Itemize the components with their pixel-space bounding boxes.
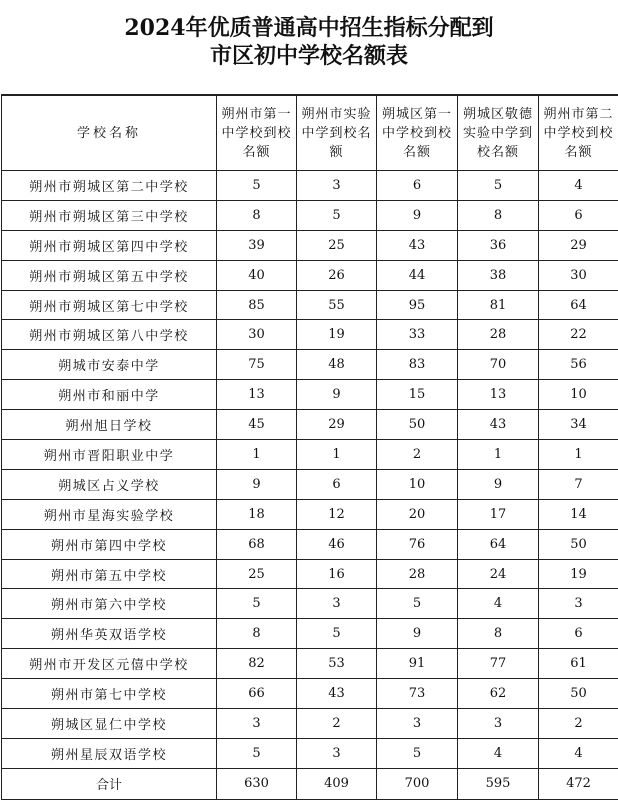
table-row — [2, 410, 618, 440]
quota-cell: 9 — [297, 380, 377, 410]
quota-cell: 3 — [458, 709, 539, 739]
quota-cell: 29 — [539, 230, 618, 260]
table-row — [2, 559, 618, 589]
column-header-school-name: 学校名称 — [2, 95, 217, 171]
quota-cell: 19 — [297, 320, 377, 350]
table-row — [2, 350, 618, 380]
table-row — [2, 320, 618, 350]
quota-cell: 16 — [297, 559, 377, 589]
column-header-quota-5: 朔州市第二中学校到校名额 — [539, 95, 618, 171]
quota-cell: 43 — [377, 230, 458, 260]
table-row — [2, 589, 618, 619]
school-name-cell: 朔城市安泰中学 — [2, 350, 217, 380]
table-row — [2, 200, 618, 230]
quota-cell: 28 — [458, 320, 539, 350]
quota-cell: 30 — [539, 260, 618, 290]
quota-cell: 3 — [297, 738, 377, 768]
quota-cell: 8 — [217, 200, 297, 230]
quota-cell: 14 — [539, 499, 618, 529]
quota-cell: 75 — [217, 350, 297, 380]
quota-cell: 4 — [458, 589, 539, 619]
quota-cell: 22 — [539, 320, 618, 350]
quota-cell: 20 — [377, 499, 458, 529]
quota-cell: 50 — [377, 410, 458, 440]
quota-cell: 83 — [377, 350, 458, 380]
quota-cell: 5 — [458, 171, 539, 201]
quota-cell: 15 — [377, 380, 458, 410]
page-title — [0, 14, 618, 70]
table-row — [2, 260, 618, 290]
table-row — [2, 529, 618, 559]
school-name-cell: 朔州旭日学校 — [2, 410, 217, 440]
quota-cell: 70 — [458, 350, 539, 380]
quota-cell: 76 — [377, 529, 458, 559]
table-row — [2, 440, 618, 470]
school-name-cell: 朔州市晋阳职业中学 — [2, 440, 217, 470]
column-header-quota-2: 朔州市实验中学到校名额 — [297, 95, 377, 171]
quota-cell: 55 — [297, 290, 377, 320]
title-line-1: 2024年优质普通高中招生指标分配到 — [0, 14, 618, 42]
total-value-cell: 630 — [217, 768, 297, 799]
table-row — [2, 290, 618, 320]
quota-cell: 50 — [539, 529, 618, 559]
quota-cell: 95 — [377, 290, 458, 320]
school-name-cell: 朔州市第五中学校 — [2, 559, 217, 589]
quota-cell: 8 — [458, 200, 539, 230]
quota-cell: 9 — [377, 619, 458, 649]
quota-cell: 3 — [297, 171, 377, 201]
quota-cell: 30 — [217, 320, 297, 350]
quota-cell: 34 — [539, 410, 618, 440]
quota-cell: 3 — [377, 709, 458, 739]
quota-cell: 50 — [539, 679, 618, 709]
total-value-cell: 472 — [539, 768, 618, 799]
quota-cell: 2 — [377, 440, 458, 470]
quota-cell: 10 — [539, 380, 618, 410]
quota-cell: 10 — [377, 469, 458, 499]
quota-cell: 2 — [539, 709, 618, 739]
school-name-cell: 朔州市第七中学校 — [2, 679, 217, 709]
quota-cell: 1 — [217, 440, 297, 470]
table-row — [2, 649, 618, 679]
quota-cell: 62 — [458, 679, 539, 709]
quota-cell: 26 — [297, 260, 377, 290]
table-row — [2, 738, 618, 768]
quota-cell: 4 — [539, 738, 618, 768]
quota-cell: 85 — [217, 290, 297, 320]
quota-cell: 56 — [539, 350, 618, 380]
school-name-cell: 朔州市开发区元僖中学校 — [2, 649, 217, 679]
quota-cell: 1 — [297, 440, 377, 470]
quota-cell: 8 — [217, 619, 297, 649]
table-row — [2, 499, 618, 529]
school-name-cell: 朔州市星海实验学校 — [2, 499, 217, 529]
quota-cell: 1 — [539, 440, 618, 470]
table-row — [2, 679, 618, 709]
quota-table — [1, 94, 618, 800]
school-name-cell: 朔州市和丽中学 — [2, 380, 217, 410]
quota-cell: 5 — [217, 171, 297, 201]
quota-cell: 13 — [217, 380, 297, 410]
quota-cell: 4 — [539, 171, 618, 201]
quota-cell: 5 — [217, 589, 297, 619]
total-value-cell: 409 — [297, 768, 377, 799]
school-name-cell: 朔州市朔城区第三中学校 — [2, 200, 217, 230]
quota-cell: 66 — [217, 679, 297, 709]
title-line-2: 市区初中学校名额表 — [0, 42, 618, 70]
quota-cell: 43 — [458, 410, 539, 440]
quota-cell: 9 — [377, 200, 458, 230]
column-header-quota-4: 朔城区敬德实验中学到校名额 — [458, 95, 539, 171]
quota-cell: 68 — [217, 529, 297, 559]
school-name-cell: 朔州市朔城区第七中学校 — [2, 290, 217, 320]
quota-cell: 77 — [458, 649, 539, 679]
quota-cell: 7 — [539, 469, 618, 499]
quota-cell: 25 — [217, 559, 297, 589]
quota-cell: 6 — [377, 171, 458, 201]
quota-cell: 46 — [297, 529, 377, 559]
quota-cell: 73 — [377, 679, 458, 709]
school-name-cell: 朔州市朔城区第五中学校 — [2, 260, 217, 290]
quota-cell: 91 — [377, 649, 458, 679]
quota-cell: 2 — [297, 709, 377, 739]
table-body — [2, 171, 618, 800]
total-value-cell: 700 — [377, 768, 458, 799]
quota-cell: 36 — [458, 230, 539, 260]
quota-cell: 33 — [377, 320, 458, 350]
school-name-cell: 朔城区显仁中学校 — [2, 709, 217, 739]
quota-cell: 17 — [458, 499, 539, 529]
quota-cell: 48 — [297, 350, 377, 380]
quota-cell: 13 — [458, 380, 539, 410]
quota-cell: 5 — [297, 200, 377, 230]
quota-cell: 64 — [458, 529, 539, 559]
quota-cell: 24 — [458, 559, 539, 589]
quota-cell: 82 — [217, 649, 297, 679]
quota-cell: 81 — [458, 290, 539, 320]
quota-cell: 18 — [217, 499, 297, 529]
table-row — [2, 619, 618, 649]
quota-cell: 45 — [217, 410, 297, 440]
quota-cell: 1 — [458, 440, 539, 470]
quota-cell: 6 — [539, 200, 618, 230]
table-row — [2, 171, 618, 201]
quota-cell: 12 — [297, 499, 377, 529]
quota-cell: 3 — [539, 589, 618, 619]
quota-cell: 29 — [297, 410, 377, 440]
quota-cell: 8 — [458, 619, 539, 649]
quota-cell: 9 — [458, 469, 539, 499]
quota-cell: 5 — [377, 589, 458, 619]
quota-cell: 43 — [297, 679, 377, 709]
quota-cell: 61 — [539, 649, 618, 679]
quota-cell: 6 — [539, 619, 618, 649]
quota-cell: 5 — [297, 619, 377, 649]
column-header-quota-3: 朔城区第一中学校到校名额 — [377, 95, 458, 171]
quota-cell: 3 — [217, 709, 297, 739]
table-row — [2, 380, 618, 410]
table-row — [2, 469, 618, 499]
school-name-cell: 朔州华英双语学校 — [2, 619, 217, 649]
quota-cell: 25 — [297, 230, 377, 260]
quota-cell: 40 — [217, 260, 297, 290]
school-name-cell: 朔州市第四中学校 — [2, 529, 217, 559]
quota-cell: 5 — [217, 738, 297, 768]
quota-cell: 64 — [539, 290, 618, 320]
total-value-cell: 595 — [458, 768, 539, 799]
school-name-cell: 朔州市朔城区第四中学校 — [2, 230, 217, 260]
quota-cell: 5 — [377, 738, 458, 768]
quota-cell: 53 — [297, 649, 377, 679]
table-row — [2, 230, 618, 260]
school-name-cell: 朔城区占义学校 — [2, 469, 217, 499]
quota-cell: 28 — [377, 559, 458, 589]
school-name-cell: 朔州市朔城区第八中学校 — [2, 320, 217, 350]
quota-cell: 6 — [297, 469, 377, 499]
quota-cell: 38 — [458, 260, 539, 290]
school-name-cell: 朔州市朔城区第二中学校 — [2, 171, 217, 201]
total-label-cell: 合计 — [2, 768, 217, 799]
table-header-row — [2, 95, 618, 171]
school-name-cell: 朔州星辰双语学校 — [2, 738, 217, 768]
quota-cell: 4 — [458, 738, 539, 768]
quota-cell: 3 — [297, 589, 377, 619]
table-row — [2, 709, 618, 739]
column-header-quota-1: 朔州市第一中学校到校名额 — [217, 95, 297, 171]
school-name-cell: 朔州市第六中学校 — [2, 589, 217, 619]
quota-cell: 39 — [217, 230, 297, 260]
quota-cell: 19 — [539, 559, 618, 589]
quota-cell: 44 — [377, 260, 458, 290]
quota-cell: 9 — [217, 469, 297, 499]
